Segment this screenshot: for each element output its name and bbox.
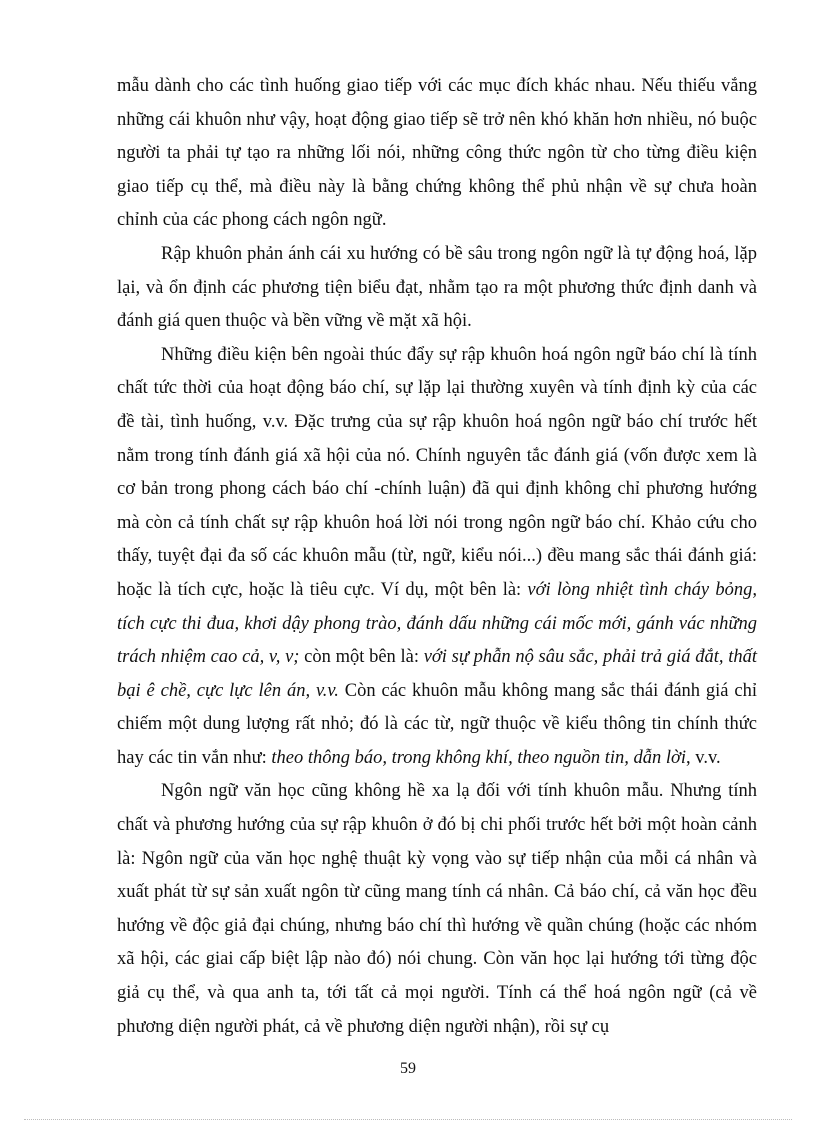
paragraph-2-text: Rập khuôn phản ánh cái xu hướng có bề sâu trong ngôn ngữ là tự động hoá, lặp lại, và ổn định các phương tiện biểu đạt, nhằm tạo ra một phương thức định danh và đánh giá quen thuộc và bền vững về mặt xã hội.: [117, 243, 757, 332]
paragraph-2: [117, 238, 757, 339]
paragraph-1: [117, 70, 757, 238]
paragraph-1-text: mẫu dành cho các tình huống giao tiếp với các mục đích khác nhau. Nếu thiếu vắng những cái khuôn như vậy, hoạt động giao tiếp sẽ trở nên khó khăn hơn nhiều, nó buộc người ta phải tự tạo ra những lối nói, những công thức ngôn từ cho từng điều kiện giao tiếp cụ thể, mà điều này là bằng chứng không thể phủ nhận về sự chưa hoàn chỉnh của các phong cách ngôn ngữ.: [117, 76, 757, 231]
positive-examples-italic: với lòng nhiệt tình cháy bỏng, tích cực thi đua, khơi dậy phong trào, đánh dấu những cái mốc mới, gánh vác những trách nhiệm cao cả, v, v;: [117, 579, 757, 668]
page-bottom-divider: [24, 1119, 792, 1120]
negative-examples-italic: với sự phẫn nộ sâu sắc, phải trả giá đắt, thất bại ê chề, cực lực lên án, v.v.: [117, 647, 757, 701]
paragraph-4-text: Ngôn ngữ văn học cũng không hề xa lạ đối với tính khuôn mẫu. Nhưng tính chất và phương hướng của sự rập khuôn ở đó bị chi phối trước hết bởi một hoàn cảnh là: Ngôn ngữ của văn học nghệ thuật kỳ vọng vào sự tiếp nhận của mỗi cá nhân và xuất phát từ sự sản xuất ngôn từ cũng mang tính cá nhân. Cả báo chí, cả văn học đều hướng về độc giả đại chúng, nhưng báo chí thì hướng về quần chúng (hoặc các nhóm xã hội, các giai cấp biệt lập nào đó) nói chung. Còn văn học lại hướng tới từng độc giả cụ thể, và qua anh ta, tới tất cả mọi người. Tính cá thể hoá ngôn ngữ (cả về phương diện người phát, cả về phương diện người nhận), rồi sự cụ: [117, 781, 757, 1037]
paragraph-3-ending: , v.v.: [686, 747, 721, 768]
paragraph-3-connector: còn một bên là:: [299, 647, 424, 668]
page-number: 59: [400, 1060, 416, 1077]
paragraph-3-text: Những điều kiện bên ngoài thúc đẩy sự rập khuôn hoá ngôn ngữ báo chí là tính chất tức thời của hoạt động báo chí, sự lặp lại thường xuyên và tính định kỳ của các đề tài, tình huống, v.v. Đặc trưng của sự rập khuôn hoá ngôn ngữ báo chí trước hết nằm trong tính đánh giá xã hội của nó. Chính nguyên tắc đánh giá (vốn được xem là cơ bản trong phong cách báo chí -chính luận) đã qui định không chỉ phương hướng mà còn cả tính chất sự rập khuôn hoá lời nói trong ngôn ngữ báo chí. Khảo cứu cho thấy, tuyệt đại đa số các khuôn mẫu (từ, ngữ, kiểu nói...) đều mang sắc thái đánh giá: hoặc là tích cực, hoặc là tiêu cực. Ví dụ, một bên là:: [117, 344, 757, 600]
paragraph-4: [117, 775, 757, 1044]
body-text: [117, 70, 757, 1044]
paragraph-3-continuation: Còn các khuôn mẫu không mang sắc thái đánh giá chỉ chiếm một dung lượng rất nhỏ; đó là các từ, ngữ thuộc về kiểu thông tin chính thức hay các tin vắn như:: [117, 680, 758, 768]
neutral-examples-italic: theo thông báo, trong không khí, theo nguồn tin, dẫn lời: [271, 747, 687, 768]
paragraph-3: [117, 339, 757, 776]
